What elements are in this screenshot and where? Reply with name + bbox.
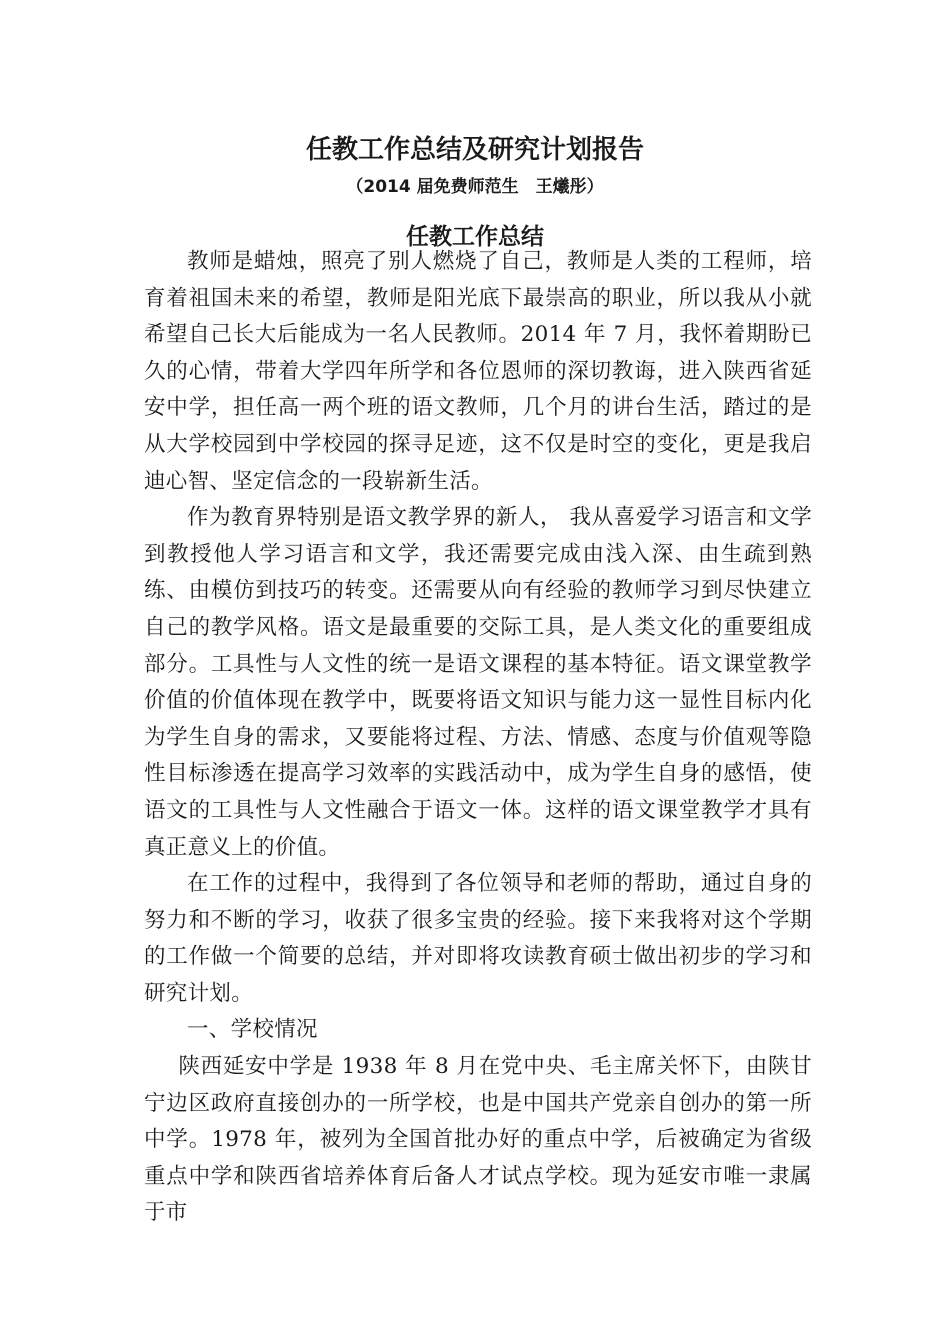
paragraph-teaching: 作为教育界特别是语文教学界的新人， 我从喜爱学习语言和文学到教授他人学习语言和文学，我还需要完成由浅入深、由生疏到熟练、由模仿到技巧的转变。还需要从向有经验的教师学习到尽快建立自己的教学风格。语文是最重要的交际工具，是人类文化的重要组成部分。工具性与人文性的统一是语文课程的基本特征。语文课堂教学价值的价值体现在教学中，既要将语文知识与能力这一显性目标内化为学生自身的需求，又要能将过程、方法、情感、态度与价值观等隐性目标渗透在提高学习效率的实践活动中，成为学生自身的感悟，使语文的工具性与人文性融合于语文一体。这样的语文课堂教学才具有真正意义上的价值。 <box>144 505 812 860</box>
document-subtitle: （2014 届免费师范生 王爔彤） <box>346 177 604 197</box>
paragraph-work: 在工作的过程中，我得到了各位领导和老师的帮助，通过自身的努力和不断的学习，收获了很多宝贵的经验。接下来我将对这个学期的工作做一个简要的总结，并对即将攻读教育硕士做出初步的学习和研究计划。 <box>144 871 812 1006</box>
section-heading: 任教工作总结 <box>406 224 544 250</box>
item-heading-school: 一、学校情况 <box>187 1017 318 1043</box>
document-body <box>144 244 812 1232</box>
paragraph-school: 陕西延安中学是 1938 年 8 月在党中央、毛主席关怀下，由陕甘宁边区政府直接创办的一所学校，也是中国共产党亲自创办的第一所中学。1978 年，被列为全国首批办好的重点中学，后被确定为省级重点中学和陕西省培养体育后备人才试点学校。现为延安市唯一隶属于市 <box>144 1054 812 1226</box>
paragraph-intro: 教师是蜡烛，照亮了别人燃烧了自己，教师是人类的工程师，培育着祖国未来的希望，教师是阳光底下最崇高的职业，所以我从小就希望自己长大后能成为一名人民教师。2014 年 7 月，我怀着期盼已久的心情，带着大学四年所学和各位恩师的深切教诲，进入陕西省延安中学，担任高一两个班的语文教师，几个月的讲台生活，踏过的是从大学校园到中学校园的探寻足迹，这不仅是时空的变化，更是我启迪心智、坚定信念的一段崭新生活。 <box>144 249 812 494</box>
document-title: 任教工作总结及研究计划报告 <box>305 135 644 165</box>
